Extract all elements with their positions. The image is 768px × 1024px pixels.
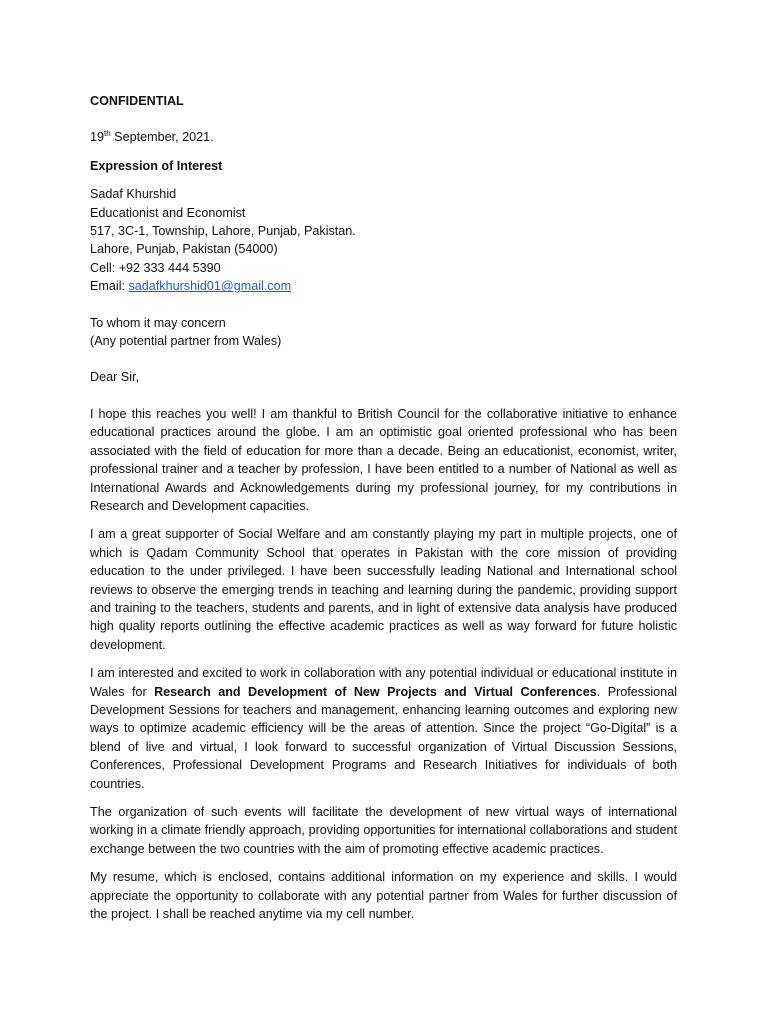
sender-cell: Cell: +92 333 444 5390: [90, 260, 221, 275]
letter-date: [90, 128, 677, 146]
recipient-block: [90, 314, 677, 351]
date-rest: September, 2021.: [110, 130, 214, 145]
sender-title: Educationist and Economist: [90, 205, 246, 220]
email-link[interactable]: sadafkhurshid01@gmail.com: [128, 279, 292, 294]
paragraph-2: I am a great supporter of Social Welfare and am constantly playing my part in multiple projects, one of which is Qadam Community School that operates in Pakistan with the core mission of providing education to the under privileged. I have been successfully leading National and International school reviews to observe the emerging trends in teaching and learning during the pandemic, providing support and training to the teachers, students and parents, and in light of extensive data analysis have produced high quality reports outlining the effective academic practices as well as way forward for future holistic development.: [90, 527, 677, 652]
paragraph-3-start: I am interested and excited to work in collaboration with any potential individual or educational institute in Wales for: [90, 666, 677, 699]
recipient-line-2: (Any potential partner from Wales): [90, 334, 282, 349]
letter-page: [90, 92, 677, 933]
confidential-heading: CONFIDENTIAL: [90, 94, 184, 108]
paragraph-1: I hope this reaches you well! I am thankful to British Council for the collaborative initiative to enhance educational practices around the globe. I am an optimistic goal oriented professional who has been associated with the field of education for more than a decade. Being an educationist, economist, writer, professional trainer and a teacher by profession, I have been entitled to a number of National as well as International Awards and Acknowledgements during my professional journey, for my contributions in Research and Development capacities.: [90, 406, 677, 513]
sender-name: Sadaf Khurshid: [90, 187, 177, 202]
paragraph-5: My resume, which is enclosed, contains additional information on my experience and skills. I would appreciate the opportunity to collaborate with any potential partner from Wales for further discussion of the project. I shall be reached anytime via my cell number.: [90, 870, 677, 922]
sender-email-line: [90, 277, 677, 295]
paragraph-3-bold: Research and Development of New Projects and Virtual Conferences: [154, 684, 597, 699]
sender-address-1: 517, 3C-1, Township, Lahore, Punjab, Pakistan.: [90, 224, 356, 239]
subject-heading: Expression of Interest: [90, 158, 223, 173]
date-day: 19: [90, 130, 105, 145]
sender-block: [90, 185, 677, 295]
paragraph-3: [90, 664, 677, 793]
sender-address-2: Lahore, Punjab, Pakistan (54000): [90, 242, 278, 257]
paragraph-3-end: . Professional Development Sessions for teachers and management, enhancing learning outcomes and exploring new ways to optimize academic efficiency will be the areas of attention. Since the project “Go-Digital” is a blend of live and virtual, I look forward to successful organization of Virtual Discussion Sessions, Conferences, Professional Development Programs and Research Initiatives for individuals of both countries.: [90, 684, 677, 791]
salutation: Dear Sir,: [90, 370, 139, 385]
date-suffix: th: [104, 129, 111, 139]
email-label: Email:: [90, 279, 129, 294]
paragraph-4: The organization of such events will facilitate the development of new virtual ways of international working in a climate friendly approach, providing opportunities for international collaborations and student exchange between the two countries with the aim of promoting effective academic practices.: [90, 805, 677, 856]
recipient-line-1: To whom it may concern: [90, 315, 226, 330]
